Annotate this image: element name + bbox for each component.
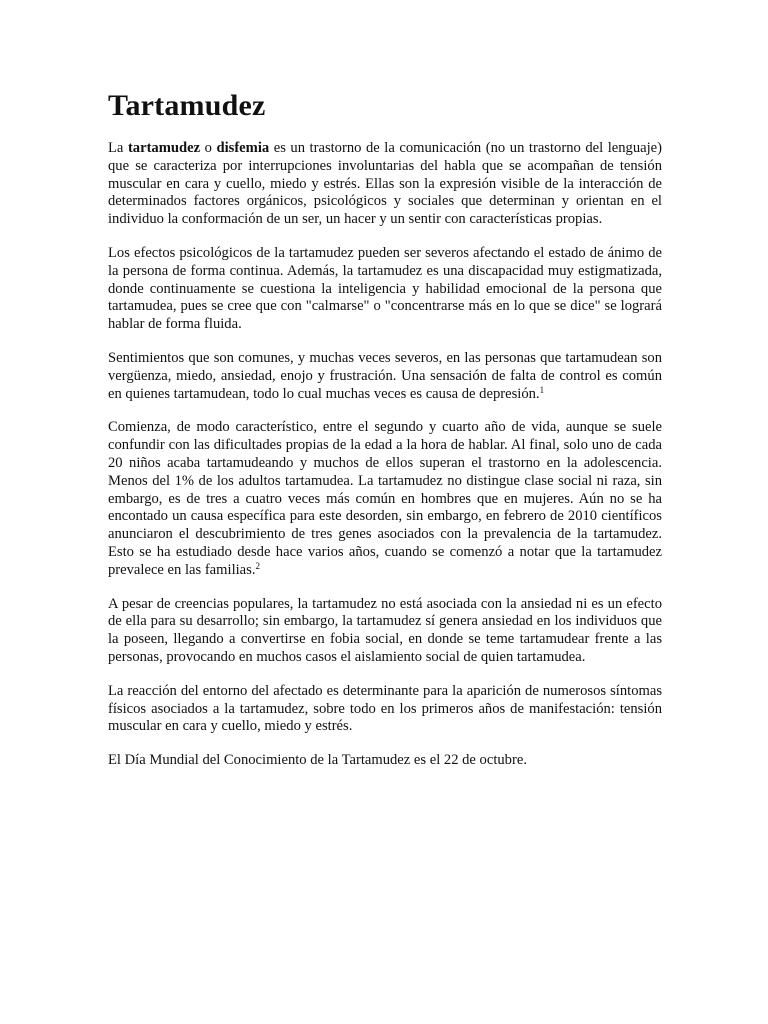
term-disfemia: disfemia	[216, 140, 270, 156]
paragraph-feelings-text: Sentimientos que son comunes, y muchas veces severos, en las personas que tartamudean son vergüenza, miedo, ansiedad, enojo y frustración. Una sensación de falta de control es común en quienes tartamudean, todo lo cual muchas veces es causa de depresión.	[108, 349, 662, 402]
paragraph-onset-text: Comienza, de modo característico, entre el segundo y cuarto año de vida, aunque se suele confundir con las dificultades propias de la edad a la hora de hablar. Al final, solo uno de cada 20 niños acaba tartamudeando y muchos de ellos superan el trastorno en la adolescencia. Menos del 1% de los adultos tartamudea. La tartamudez no distingue clase social ni raza, sin embargo, es de tres a cuatro veces más común en hombres que en mujeres. Aún no se ha encontado un causa específica para este desorden, sin embargo, en febrero de 2010 científicos anunciaron el descubrimiento de tres genes asociados con la prevalencia de la tartamudez. Esto se ha estudiado desde hace varios años, cuando se comenzó a notar que la tartamudez prevalece en las familias.	[108, 419, 662, 578]
page-title: Tartamudez	[108, 89, 266, 122]
paragraph-world-day: El Día Mundial del Conocimiento de la Tartamudez es el 22 de octubre.	[108, 752, 527, 769]
paragraph-onset	[108, 419, 662, 579]
paragraph-feelings	[108, 350, 662, 403]
paragraph-connector-text: o	[200, 140, 217, 156]
paragraph-psychological-effects: Los efectos psicológicos de la tartamudez pueden ser severos afectando el estado de ánimo de la persona de forma continua. Además, la tartamudez es una discapacidad muy estigmatizada, donde continuamente se cuestiona la inteligencia y habilidad emocional de la persona que tartamudea, pues se cree que con "calmarse" o "concentrarse más en lo que se dice" se logrará hablar de forma fluida.	[108, 244, 662, 333]
paragraph-definition	[108, 140, 662, 229]
footnote-marker-2: 2	[255, 560, 260, 571]
term-tartamudez: tartamudez	[127, 140, 201, 156]
paragraph-intro-text: La	[108, 140, 128, 156]
document-page	[108, 88, 662, 770]
footnote-marker-1: 1	[539, 384, 545, 395]
paragraph-definition-rest: es un trastorno de la comunicación (no un trastorno del lenguaje) que se caracteriza por interrupciones involuntarias del habla que se acompañan de tensión muscular en cara y cuello, miedo y estrés. Ellas son la expresión visible de la interacción de determinados factores orgánicos, psicológicos y sociales que determinan y orientan en el individuo la conformación de un ser, un hacer y un sentir con características propias.	[108, 140, 662, 228]
paragraph-environment: La reacción del entorno del afectado es determinante para la aparición de numerosos síntomas físicos asociados a la tartamudez, sobre todo en los primeros años de manifestación: tensión muscular en cara y cuello, miedo y estrés.	[108, 682, 662, 735]
paragraph-anxiety: A pesar de creencias populares, la tartamudez no está asociada con la ansiedad ni es un efecto de ella para su desarrollo; sin embargo, la tartamudez sí genera ansiedad en los individuos que la poseen, llegando a convertirse en fobia social, en donde se teme tartamudear frente a las personas, provocando en muchos casos el aislamiento social de quien tartamudea.	[108, 595, 662, 665]
